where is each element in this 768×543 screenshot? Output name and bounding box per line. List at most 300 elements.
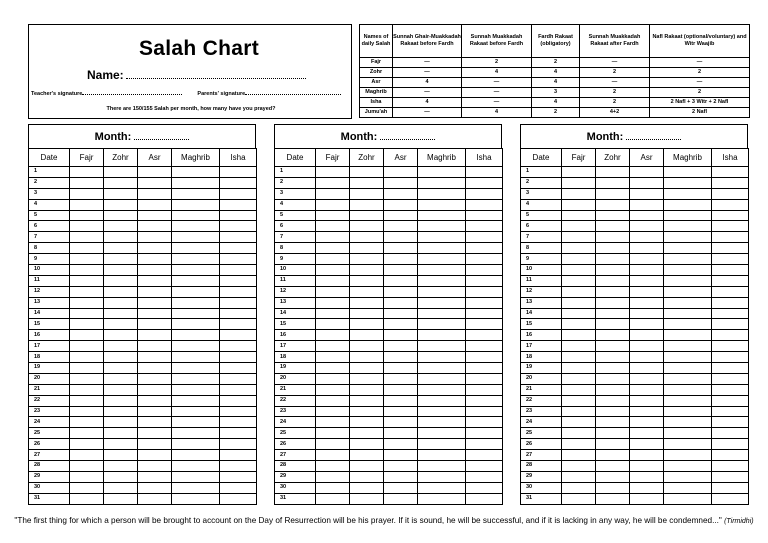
prayer-checkbox-cell[interactable]	[384, 243, 418, 254]
prayer-checkbox-cell[interactable]	[630, 341, 664, 352]
prayer-checkbox-cell[interactable]	[384, 199, 418, 210]
month-field[interactable]	[134, 131, 189, 140]
prayer-checkbox-cell[interactable]	[70, 471, 104, 482]
prayer-checkbox-cell[interactable]	[104, 177, 138, 188]
prayer-checkbox-cell[interactable]	[664, 493, 712, 504]
prayer-checkbox-cell[interactable]	[220, 188, 257, 199]
prayer-checkbox-cell[interactable]	[384, 330, 418, 341]
prayer-checkbox-cell[interactable]	[664, 450, 712, 461]
prayer-checkbox-cell[interactable]	[384, 461, 418, 472]
prayer-checkbox-cell[interactable]	[220, 439, 257, 450]
prayer-checkbox-cell[interactable]	[562, 177, 596, 188]
prayer-checkbox-cell[interactable]	[630, 286, 664, 297]
prayer-checkbox-cell[interactable]	[350, 384, 384, 395]
prayer-checkbox-cell[interactable]	[138, 341, 172, 352]
prayer-checkbox-cell[interactable]	[384, 471, 418, 482]
prayer-checkbox-cell[interactable]	[220, 352, 257, 363]
prayer-checkbox-cell[interactable]	[596, 471, 630, 482]
prayer-checkbox-cell[interactable]	[350, 308, 384, 319]
prayer-checkbox-cell[interactable]	[138, 243, 172, 254]
prayer-checkbox-cell[interactable]	[172, 308, 220, 319]
prayer-checkbox-cell[interactable]	[630, 177, 664, 188]
prayer-checkbox-cell[interactable]	[664, 417, 712, 428]
prayer-checkbox-cell[interactable]	[712, 395, 749, 406]
prayer-checkbox-cell[interactable]	[384, 341, 418, 352]
prayer-checkbox-cell[interactable]	[664, 384, 712, 395]
prayer-checkbox-cell[interactable]	[562, 167, 596, 178]
prayer-checkbox-cell[interactable]	[104, 461, 138, 472]
prayer-checkbox-cell[interactable]	[562, 254, 596, 265]
prayer-checkbox-cell[interactable]	[712, 199, 749, 210]
prayer-checkbox-cell[interactable]	[350, 188, 384, 199]
prayer-checkbox-cell[interactable]	[664, 265, 712, 276]
prayer-checkbox-cell[interactable]	[350, 177, 384, 188]
prayer-checkbox-cell[interactable]	[104, 471, 138, 482]
prayer-checkbox-cell[interactable]	[418, 232, 466, 243]
prayer-checkbox-cell[interactable]	[172, 243, 220, 254]
prayer-checkbox-cell[interactable]	[104, 297, 138, 308]
prayer-checkbox-cell[interactable]	[596, 254, 630, 265]
prayer-checkbox-cell[interactable]	[664, 439, 712, 450]
prayer-checkbox-cell[interactable]	[350, 275, 384, 286]
prayer-checkbox-cell[interactable]	[418, 482, 466, 493]
prayer-checkbox-cell[interactable]	[712, 308, 749, 319]
prayer-checkbox-cell[interactable]	[712, 167, 749, 178]
prayer-checkbox-cell[interactable]	[596, 275, 630, 286]
prayer-checkbox-cell[interactable]	[664, 275, 712, 286]
prayer-checkbox-cell[interactable]	[316, 210, 350, 221]
prayer-checkbox-cell[interactable]	[596, 221, 630, 232]
prayer-checkbox-cell[interactable]	[384, 167, 418, 178]
prayer-checkbox-cell[interactable]	[418, 188, 466, 199]
prayer-checkbox-cell[interactable]	[70, 439, 104, 450]
prayer-checkbox-cell[interactable]	[138, 265, 172, 276]
prayer-checkbox-cell[interactable]	[350, 341, 384, 352]
prayer-checkbox-cell[interactable]	[664, 177, 712, 188]
prayer-checkbox-cell[interactable]	[712, 265, 749, 276]
prayer-checkbox-cell[interactable]	[316, 482, 350, 493]
prayer-checkbox-cell[interactable]	[138, 471, 172, 482]
prayer-checkbox-cell[interactable]	[466, 167, 503, 178]
prayer-checkbox-cell[interactable]	[384, 384, 418, 395]
prayer-checkbox-cell[interactable]	[138, 363, 172, 374]
prayer-checkbox-cell[interactable]	[712, 439, 749, 450]
prayer-checkbox-cell[interactable]	[596, 363, 630, 374]
prayer-checkbox-cell[interactable]	[596, 395, 630, 406]
prayer-checkbox-cell[interactable]	[70, 493, 104, 504]
prayer-checkbox-cell[interactable]	[562, 395, 596, 406]
prayer-checkbox-cell[interactable]	[466, 384, 503, 395]
prayer-checkbox-cell[interactable]	[466, 493, 503, 504]
prayer-checkbox-cell[interactable]	[138, 417, 172, 428]
prayer-checkbox-cell[interactable]	[418, 417, 466, 428]
prayer-checkbox-cell[interactable]	[104, 439, 138, 450]
prayer-checkbox-cell[interactable]	[220, 384, 257, 395]
prayer-checkbox-cell[interactable]	[384, 493, 418, 504]
prayer-checkbox-cell[interactable]	[630, 265, 664, 276]
prayer-checkbox-cell[interactable]	[384, 275, 418, 286]
prayer-checkbox-cell[interactable]	[70, 297, 104, 308]
prayer-checkbox-cell[interactable]	[350, 395, 384, 406]
prayer-checkbox-cell[interactable]	[630, 384, 664, 395]
prayer-checkbox-cell[interactable]	[712, 319, 749, 330]
prayer-checkbox-cell[interactable]	[138, 188, 172, 199]
prayer-checkbox-cell[interactable]	[630, 493, 664, 504]
prayer-checkbox-cell[interactable]	[172, 417, 220, 428]
prayer-checkbox-cell[interactable]	[70, 199, 104, 210]
prayer-checkbox-cell[interactable]	[350, 297, 384, 308]
prayer-checkbox-cell[interactable]	[104, 286, 138, 297]
prayer-checkbox-cell[interactable]	[418, 439, 466, 450]
prayer-checkbox-cell[interactable]	[712, 373, 749, 384]
prayer-checkbox-cell[interactable]	[664, 341, 712, 352]
prayer-checkbox-cell[interactable]	[316, 417, 350, 428]
prayer-checkbox-cell[interactable]	[630, 330, 664, 341]
prayer-checkbox-cell[interactable]	[466, 417, 503, 428]
prayer-checkbox-cell[interactable]	[664, 297, 712, 308]
prayer-checkbox-cell[interactable]	[418, 265, 466, 276]
prayer-checkbox-cell[interactable]	[172, 439, 220, 450]
prayer-checkbox-cell[interactable]	[350, 167, 384, 178]
prayer-checkbox-cell[interactable]	[70, 243, 104, 254]
prayer-checkbox-cell[interactable]	[418, 221, 466, 232]
prayer-checkbox-cell[interactable]	[70, 428, 104, 439]
prayer-checkbox-cell[interactable]	[712, 221, 749, 232]
prayer-checkbox-cell[interactable]	[466, 286, 503, 297]
prayer-checkbox-cell[interactable]	[630, 373, 664, 384]
prayer-checkbox-cell[interactable]	[664, 406, 712, 417]
prayer-checkbox-cell[interactable]	[70, 167, 104, 178]
prayer-checkbox-cell[interactable]	[316, 461, 350, 472]
prayer-checkbox-cell[interactable]	[630, 363, 664, 374]
prayer-checkbox-cell[interactable]	[104, 167, 138, 178]
prayer-checkbox-cell[interactable]	[384, 286, 418, 297]
prayer-checkbox-cell[interactable]	[466, 461, 503, 472]
prayer-checkbox-cell[interactable]	[630, 417, 664, 428]
prayer-checkbox-cell[interactable]	[596, 384, 630, 395]
prayer-checkbox-cell[interactable]	[630, 461, 664, 472]
prayer-checkbox-cell[interactable]	[70, 221, 104, 232]
prayer-checkbox-cell[interactable]	[172, 461, 220, 472]
prayer-checkbox-cell[interactable]	[418, 461, 466, 472]
prayer-checkbox-cell[interactable]	[664, 461, 712, 472]
prayer-checkbox-cell[interactable]	[466, 363, 503, 374]
prayer-checkbox-cell[interactable]	[596, 428, 630, 439]
prayer-checkbox-cell[interactable]	[630, 308, 664, 319]
prayer-checkbox-cell[interactable]	[220, 297, 257, 308]
prayer-checkbox-cell[interactable]	[316, 286, 350, 297]
prayer-checkbox-cell[interactable]	[316, 428, 350, 439]
prayer-checkbox-cell[interactable]	[138, 395, 172, 406]
prayer-checkbox-cell[interactable]	[630, 221, 664, 232]
prayer-checkbox-cell[interactable]	[466, 221, 503, 232]
prayer-checkbox-cell[interactable]	[70, 319, 104, 330]
prayer-checkbox-cell[interactable]	[384, 373, 418, 384]
parents-signature-field[interactable]	[245, 89, 341, 95]
prayer-checkbox-cell[interactable]	[104, 210, 138, 221]
prayer-checkbox-cell[interactable]	[138, 319, 172, 330]
prayer-checkbox-cell[interactable]	[596, 286, 630, 297]
prayer-checkbox-cell[interactable]	[350, 319, 384, 330]
prayer-checkbox-cell[interactable]	[630, 232, 664, 243]
prayer-checkbox-cell[interactable]	[220, 319, 257, 330]
prayer-checkbox-cell[interactable]	[712, 177, 749, 188]
prayer-checkbox-cell[interactable]	[664, 319, 712, 330]
prayer-checkbox-cell[interactable]	[138, 330, 172, 341]
prayer-checkbox-cell[interactable]	[70, 265, 104, 276]
prayer-checkbox-cell[interactable]	[664, 232, 712, 243]
prayer-checkbox-cell[interactable]	[172, 265, 220, 276]
prayer-checkbox-cell[interactable]	[350, 243, 384, 254]
prayer-checkbox-cell[interactable]	[384, 265, 418, 276]
prayer-checkbox-cell[interactable]	[138, 232, 172, 243]
prayer-checkbox-cell[interactable]	[172, 188, 220, 199]
prayer-checkbox-cell[interactable]	[630, 254, 664, 265]
prayer-checkbox-cell[interactable]	[350, 330, 384, 341]
prayer-checkbox-cell[interactable]	[664, 199, 712, 210]
prayer-checkbox-cell[interactable]	[70, 482, 104, 493]
prayer-checkbox-cell[interactable]	[712, 297, 749, 308]
prayer-checkbox-cell[interactable]	[172, 319, 220, 330]
prayer-checkbox-cell[interactable]	[562, 341, 596, 352]
prayer-checkbox-cell[interactable]	[220, 373, 257, 384]
prayer-checkbox-cell[interactable]	[596, 243, 630, 254]
prayer-checkbox-cell[interactable]	[138, 297, 172, 308]
prayer-checkbox-cell[interactable]	[596, 177, 630, 188]
prayer-checkbox-cell[interactable]	[384, 221, 418, 232]
prayer-checkbox-cell[interactable]	[104, 188, 138, 199]
prayer-checkbox-cell[interactable]	[466, 482, 503, 493]
prayer-checkbox-cell[interactable]	[220, 286, 257, 297]
prayer-checkbox-cell[interactable]	[172, 352, 220, 363]
prayer-checkbox-cell[interactable]	[664, 395, 712, 406]
prayer-checkbox-cell[interactable]	[664, 243, 712, 254]
prayer-checkbox-cell[interactable]	[664, 221, 712, 232]
prayer-checkbox-cell[interactable]	[562, 232, 596, 243]
prayer-checkbox-cell[interactable]	[384, 428, 418, 439]
prayer-checkbox-cell[interactable]	[104, 341, 138, 352]
prayer-checkbox-cell[interactable]	[220, 417, 257, 428]
prayer-checkbox-cell[interactable]	[138, 439, 172, 450]
prayer-checkbox-cell[interactable]	[104, 450, 138, 461]
prayer-checkbox-cell[interactable]	[316, 297, 350, 308]
prayer-checkbox-cell[interactable]	[664, 308, 712, 319]
prayer-checkbox-cell[interactable]	[466, 297, 503, 308]
prayer-checkbox-cell[interactable]	[138, 461, 172, 472]
prayer-checkbox-cell[interactable]	[712, 406, 749, 417]
prayer-checkbox-cell[interactable]	[418, 167, 466, 178]
prayer-checkbox-cell[interactable]	[350, 373, 384, 384]
prayer-checkbox-cell[interactable]	[104, 373, 138, 384]
prayer-checkbox-cell[interactable]	[70, 275, 104, 286]
prayer-checkbox-cell[interactable]	[350, 352, 384, 363]
prayer-checkbox-cell[interactable]	[712, 232, 749, 243]
prayer-checkbox-cell[interactable]	[172, 395, 220, 406]
prayer-checkbox-cell[interactable]	[138, 286, 172, 297]
prayer-checkbox-cell[interactable]	[418, 254, 466, 265]
prayer-checkbox-cell[interactable]	[172, 341, 220, 352]
prayer-checkbox-cell[interactable]	[316, 265, 350, 276]
prayer-checkbox-cell[interactable]	[384, 188, 418, 199]
prayer-checkbox-cell[interactable]	[70, 308, 104, 319]
month-field[interactable]	[626, 131, 681, 140]
prayer-checkbox-cell[interactable]	[138, 275, 172, 286]
prayer-checkbox-cell[interactable]	[664, 352, 712, 363]
prayer-checkbox-cell[interactable]	[466, 265, 503, 276]
prayer-checkbox-cell[interactable]	[384, 417, 418, 428]
prayer-checkbox-cell[interactable]	[630, 319, 664, 330]
prayer-checkbox-cell[interactable]	[562, 286, 596, 297]
prayer-checkbox-cell[interactable]	[712, 210, 749, 221]
prayer-checkbox-cell[interactable]	[562, 352, 596, 363]
prayer-checkbox-cell[interactable]	[418, 286, 466, 297]
prayer-checkbox-cell[interactable]	[220, 177, 257, 188]
prayer-checkbox-cell[interactable]	[172, 221, 220, 232]
prayer-checkbox-cell[interactable]	[316, 471, 350, 482]
prayer-checkbox-cell[interactable]	[70, 188, 104, 199]
prayer-checkbox-cell[interactable]	[562, 221, 596, 232]
prayer-checkbox-cell[interactable]	[220, 167, 257, 178]
prayer-checkbox-cell[interactable]	[418, 395, 466, 406]
prayer-checkbox-cell[interactable]	[562, 275, 596, 286]
prayer-checkbox-cell[interactable]	[712, 363, 749, 374]
prayer-checkbox-cell[interactable]	[350, 450, 384, 461]
prayer-checkbox-cell[interactable]	[384, 482, 418, 493]
prayer-checkbox-cell[interactable]	[596, 167, 630, 178]
prayer-checkbox-cell[interactable]	[70, 450, 104, 461]
prayer-checkbox-cell[interactable]	[70, 286, 104, 297]
prayer-checkbox-cell[interactable]	[316, 373, 350, 384]
prayer-checkbox-cell[interactable]	[712, 352, 749, 363]
prayer-checkbox-cell[interactable]	[664, 330, 712, 341]
prayer-checkbox-cell[interactable]	[138, 428, 172, 439]
prayer-checkbox-cell[interactable]	[466, 308, 503, 319]
prayer-checkbox-cell[interactable]	[138, 450, 172, 461]
prayer-checkbox-cell[interactable]	[70, 210, 104, 221]
prayer-checkbox-cell[interactable]	[562, 482, 596, 493]
prayer-checkbox-cell[interactable]	[466, 352, 503, 363]
prayer-checkbox-cell[interactable]	[350, 471, 384, 482]
prayer-checkbox-cell[interactable]	[70, 363, 104, 374]
prayer-checkbox-cell[interactable]	[220, 254, 257, 265]
prayer-checkbox-cell[interactable]	[220, 428, 257, 439]
prayer-checkbox-cell[interactable]	[596, 199, 630, 210]
prayer-checkbox-cell[interactable]	[220, 482, 257, 493]
prayer-checkbox-cell[interactable]	[138, 406, 172, 417]
prayer-checkbox-cell[interactable]	[466, 319, 503, 330]
prayer-checkbox-cell[interactable]	[630, 243, 664, 254]
prayer-checkbox-cell[interactable]	[172, 450, 220, 461]
prayer-checkbox-cell[interactable]	[316, 275, 350, 286]
prayer-checkbox-cell[interactable]	[712, 428, 749, 439]
prayer-checkbox-cell[interactable]	[316, 221, 350, 232]
prayer-checkbox-cell[interactable]	[172, 254, 220, 265]
prayer-checkbox-cell[interactable]	[70, 417, 104, 428]
prayer-checkbox-cell[interactable]	[596, 210, 630, 221]
prayer-checkbox-cell[interactable]	[104, 384, 138, 395]
prayer-checkbox-cell[interactable]	[350, 232, 384, 243]
prayer-checkbox-cell[interactable]	[466, 243, 503, 254]
month-field[interactable]	[380, 131, 435, 140]
prayer-checkbox-cell[interactable]	[316, 330, 350, 341]
prayer-checkbox-cell[interactable]	[220, 308, 257, 319]
prayer-checkbox-cell[interactable]	[418, 406, 466, 417]
prayer-checkbox-cell[interactable]	[630, 395, 664, 406]
prayer-checkbox-cell[interactable]	[220, 210, 257, 221]
prayer-checkbox-cell[interactable]	[630, 275, 664, 286]
prayer-checkbox-cell[interactable]	[596, 319, 630, 330]
prayer-checkbox-cell[interactable]	[596, 373, 630, 384]
prayer-checkbox-cell[interactable]	[138, 352, 172, 363]
prayer-checkbox-cell[interactable]	[316, 363, 350, 374]
prayer-checkbox-cell[interactable]	[418, 308, 466, 319]
prayer-checkbox-cell[interactable]	[596, 232, 630, 243]
prayer-checkbox-cell[interactable]	[384, 406, 418, 417]
prayer-checkbox-cell[interactable]	[220, 221, 257, 232]
prayer-checkbox-cell[interactable]	[418, 384, 466, 395]
prayer-checkbox-cell[interactable]	[104, 232, 138, 243]
prayer-checkbox-cell[interactable]	[350, 461, 384, 472]
prayer-checkbox-cell[interactable]	[466, 373, 503, 384]
prayer-checkbox-cell[interactable]	[104, 330, 138, 341]
prayer-checkbox-cell[interactable]	[172, 275, 220, 286]
prayer-checkbox-cell[interactable]	[712, 384, 749, 395]
prayer-checkbox-cell[interactable]	[384, 210, 418, 221]
prayer-checkbox-cell[interactable]	[316, 254, 350, 265]
prayer-checkbox-cell[interactable]	[596, 330, 630, 341]
prayer-checkbox-cell[interactable]	[350, 439, 384, 450]
prayer-checkbox-cell[interactable]	[172, 406, 220, 417]
prayer-checkbox-cell[interactable]	[562, 384, 596, 395]
prayer-checkbox-cell[interactable]	[466, 330, 503, 341]
prayer-checkbox-cell[interactable]	[384, 232, 418, 243]
prayer-checkbox-cell[interactable]	[350, 417, 384, 428]
prayer-checkbox-cell[interactable]	[418, 352, 466, 363]
prayer-checkbox-cell[interactable]	[630, 210, 664, 221]
prayer-checkbox-cell[interactable]	[350, 286, 384, 297]
prayer-checkbox-cell[interactable]	[70, 254, 104, 265]
prayer-checkbox-cell[interactable]	[384, 395, 418, 406]
prayer-checkbox-cell[interactable]	[562, 188, 596, 199]
prayer-checkbox-cell[interactable]	[664, 167, 712, 178]
prayer-checkbox-cell[interactable]	[316, 439, 350, 450]
prayer-checkbox-cell[interactable]	[596, 439, 630, 450]
prayer-checkbox-cell[interactable]	[418, 471, 466, 482]
prayer-checkbox-cell[interactable]	[562, 428, 596, 439]
prayer-checkbox-cell[interactable]	[466, 341, 503, 352]
prayer-checkbox-cell[interactable]	[316, 232, 350, 243]
prayer-checkbox-cell[interactable]	[418, 297, 466, 308]
prayer-checkbox-cell[interactable]	[220, 243, 257, 254]
prayer-checkbox-cell[interactable]	[172, 471, 220, 482]
prayer-checkbox-cell[interactable]	[350, 363, 384, 374]
prayer-checkbox-cell[interactable]	[466, 395, 503, 406]
prayer-checkbox-cell[interactable]	[596, 461, 630, 472]
prayer-checkbox-cell[interactable]	[466, 199, 503, 210]
prayer-checkbox-cell[interactable]	[712, 417, 749, 428]
teacher-signature-field[interactable]	[82, 89, 182, 95]
prayer-checkbox-cell[interactable]	[70, 406, 104, 417]
prayer-checkbox-cell[interactable]	[172, 297, 220, 308]
prayer-checkbox-cell[interactable]	[418, 373, 466, 384]
prayer-checkbox-cell[interactable]	[418, 330, 466, 341]
prayer-checkbox-cell[interactable]	[596, 493, 630, 504]
prayer-checkbox-cell[interactable]	[418, 177, 466, 188]
prayer-checkbox-cell[interactable]	[562, 493, 596, 504]
prayer-checkbox-cell[interactable]	[350, 482, 384, 493]
prayer-checkbox-cell[interactable]	[596, 297, 630, 308]
prayer-checkbox-cell[interactable]	[172, 210, 220, 221]
